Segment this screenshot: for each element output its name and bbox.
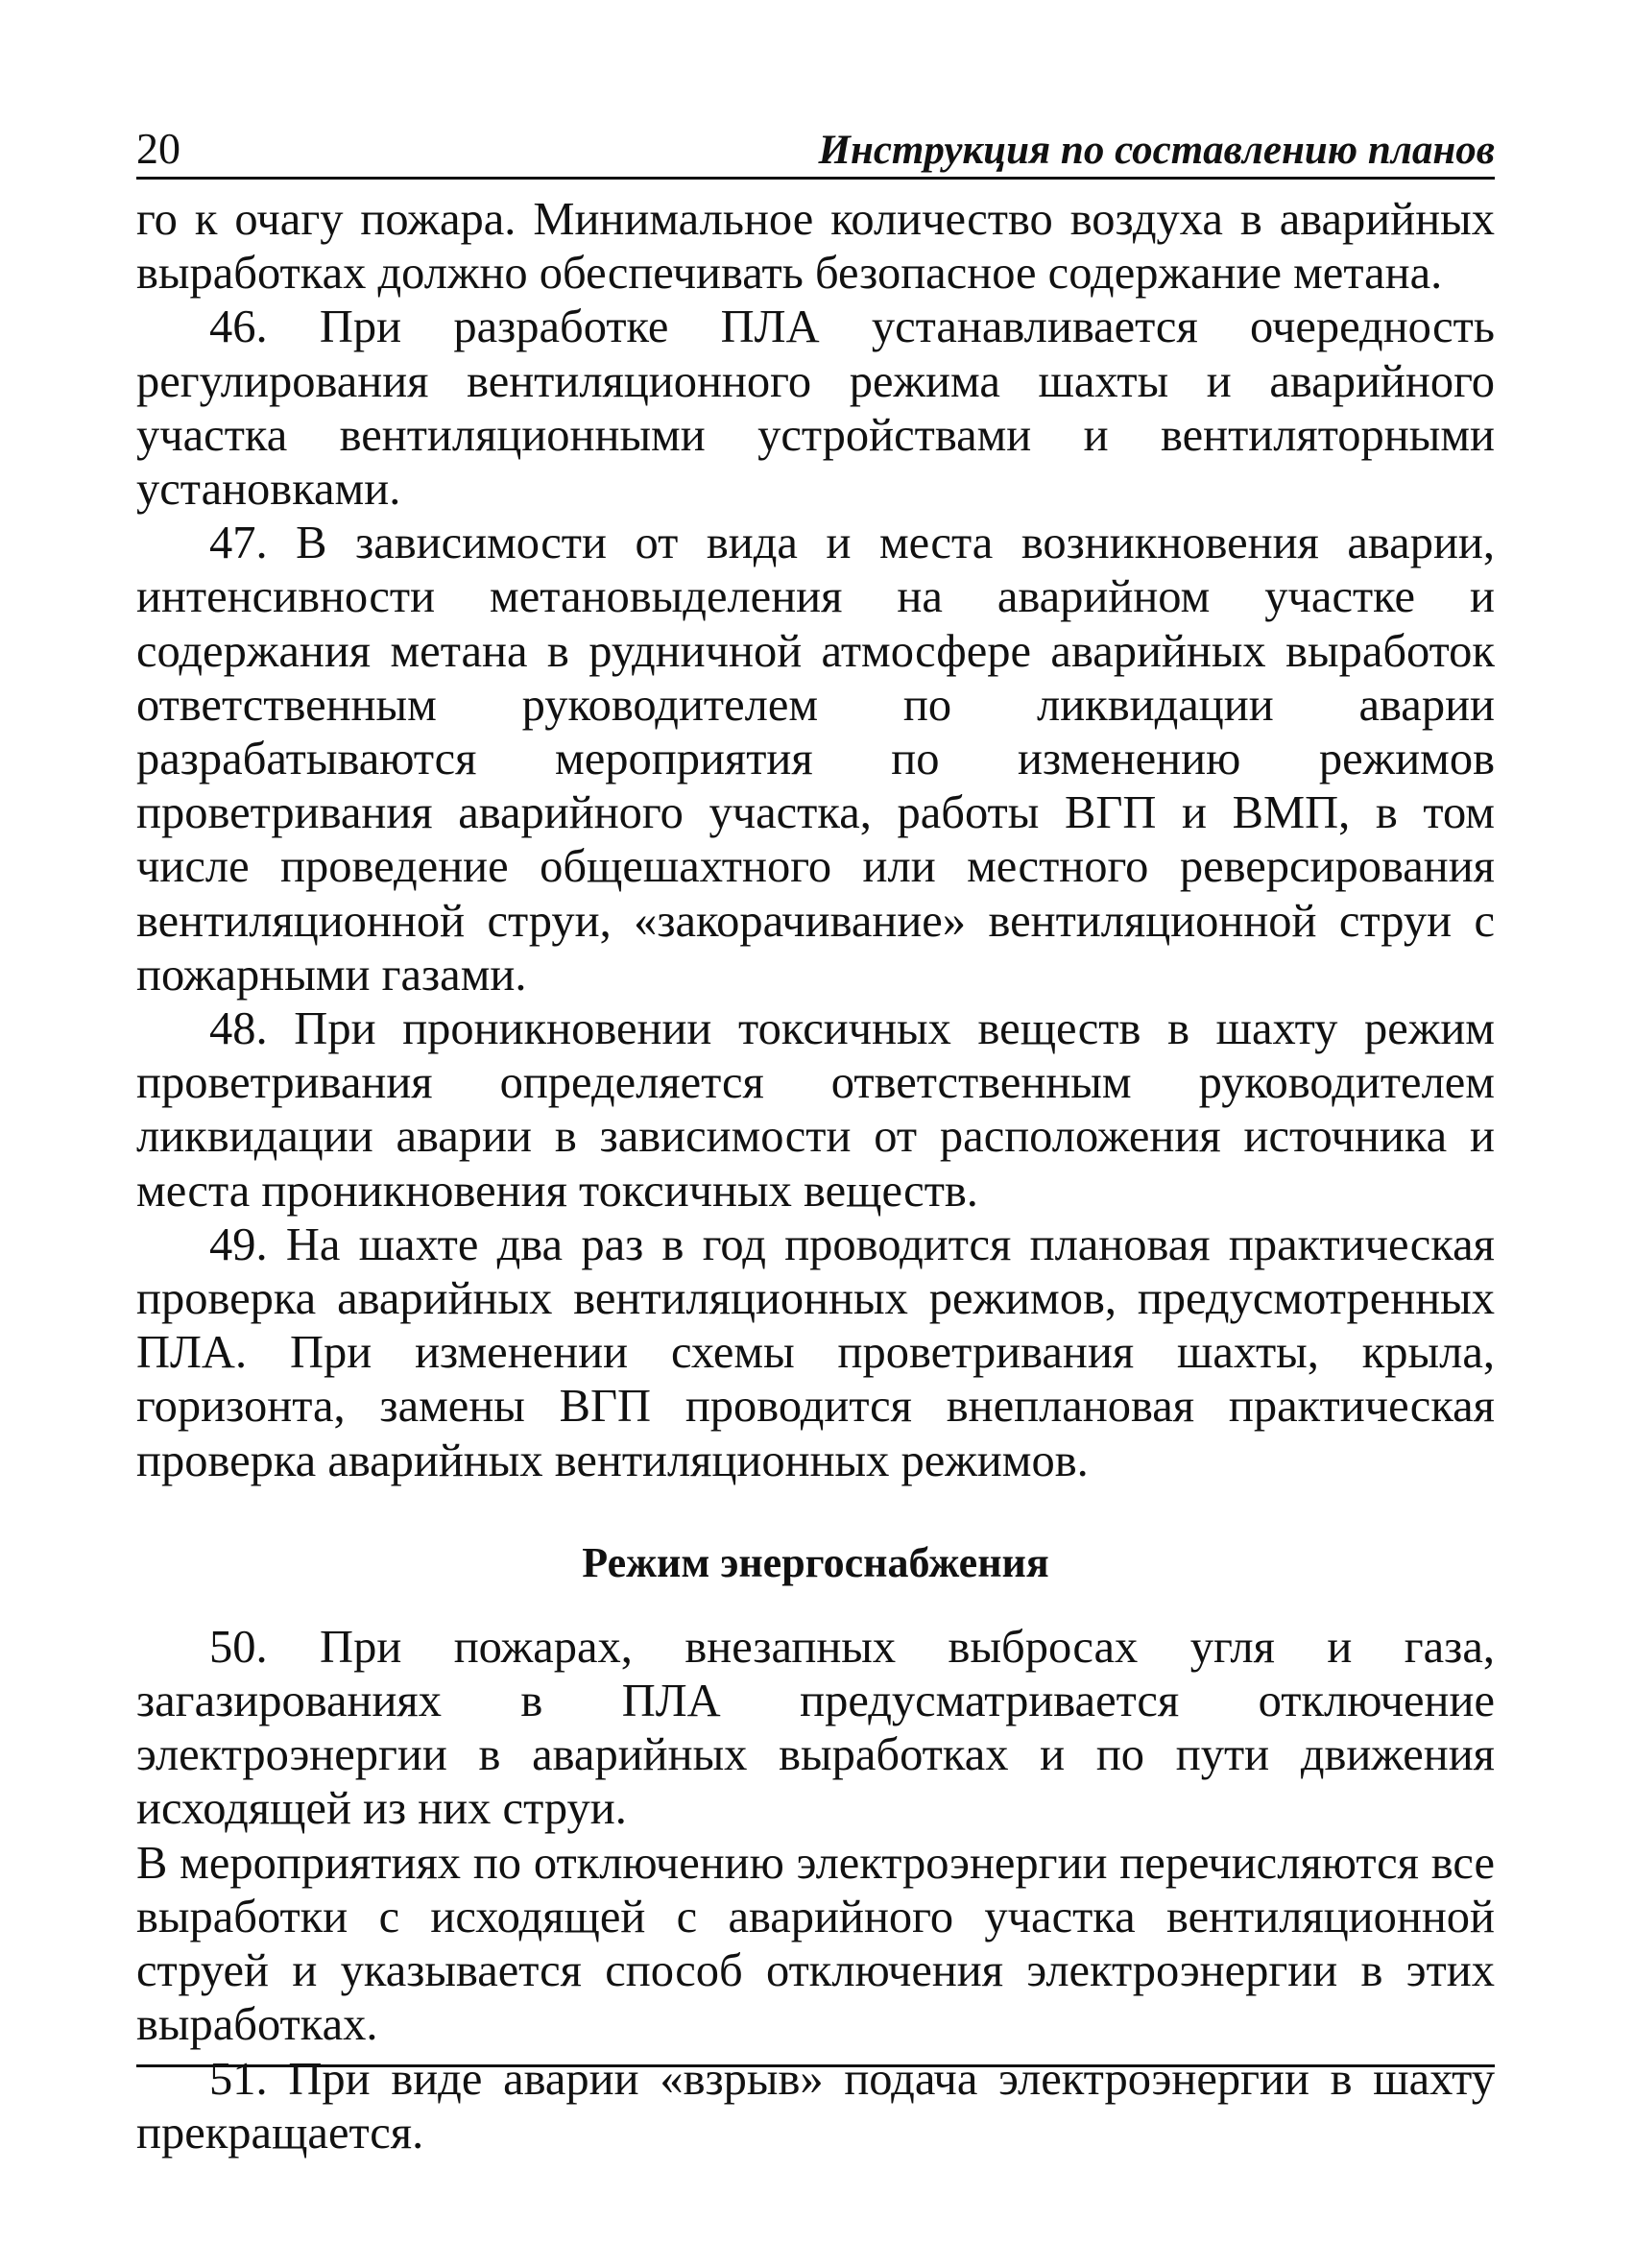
section-title: Режим энергоснабжения [582,1538,1049,1586]
paragraph-50-continuation: В мероприятиях по отключению электроэнергии перечисляются все выработки с исходящей с аварийного участка вентиляционной струей и указывается способ отключения электроэнергии в этих выработках. [136,1837,1495,2051]
paragraph-continuation: го к очагу пожара. Минимальное количество воздуха в аварийных выработках должно обеспечивать безопасное содержание метана. [136,194,1495,300]
paragraph-51: 51. При виде аварии «взрыв» подача электроэнергии в шахту прекращается. [136,2053,1495,2159]
running-header [136,115,1495,180]
document-page [136,115,1495,2160]
page-number: 20 [136,124,180,173]
paragraph-47: 47. В зависимости от вида и места возникновения аварии, интенсивности метановыделения на аварийном участке и содержания метана в рудничной атмосфере аварийных выработок ответственным руководителем по ликвидации аварии разрабатываются мероприятия по изменению режимов проветривания аварийного участка, работы ВГП и ВМП, в том числе проведение общешахтного или местного реверсирования вентиляционной струи, «закорачивание» вентиляционной струи с пожарными газами. [136,518,1495,1001]
bottom-rule [136,2064,1495,2067]
running-title: Инструкция по составлению планов [818,128,1495,173]
paragraph-49: 49. На шахте два раз в год проводится плановая практическая проверка аварийных вентиляционных режимов, предусмотренных ПЛА. При изменении схемы проветривания шахты, крыла, горизонта, замены ВГП проводится внеплановая практическая проверка аварийных вентиляционных режимов. [136,1218,1495,1486]
body-text [136,193,1495,2160]
paragraph-46: 46. При разработке ПЛА устанавливается очередность регулирования вентиляционного режима шахты и аварийного участка вентиляционными устройствами и вентиляторными установками. [136,302,1495,516]
paragraph-50: 50. При пожарах, внезапных выбросах угля и газа, загазированиях в ПЛА предусматривается отключение электроэнергии в аварийных выработках и по пути движения исходящей из них струи. [136,1621,1495,1835]
paragraph-48: 48. При проникновении токсичных веществ в шахту режим проветривания определяется ответственным руководителем ликвидации аварии в зависимости от расположения источника и места проникновения токсичных веществ. [136,1003,1495,1217]
